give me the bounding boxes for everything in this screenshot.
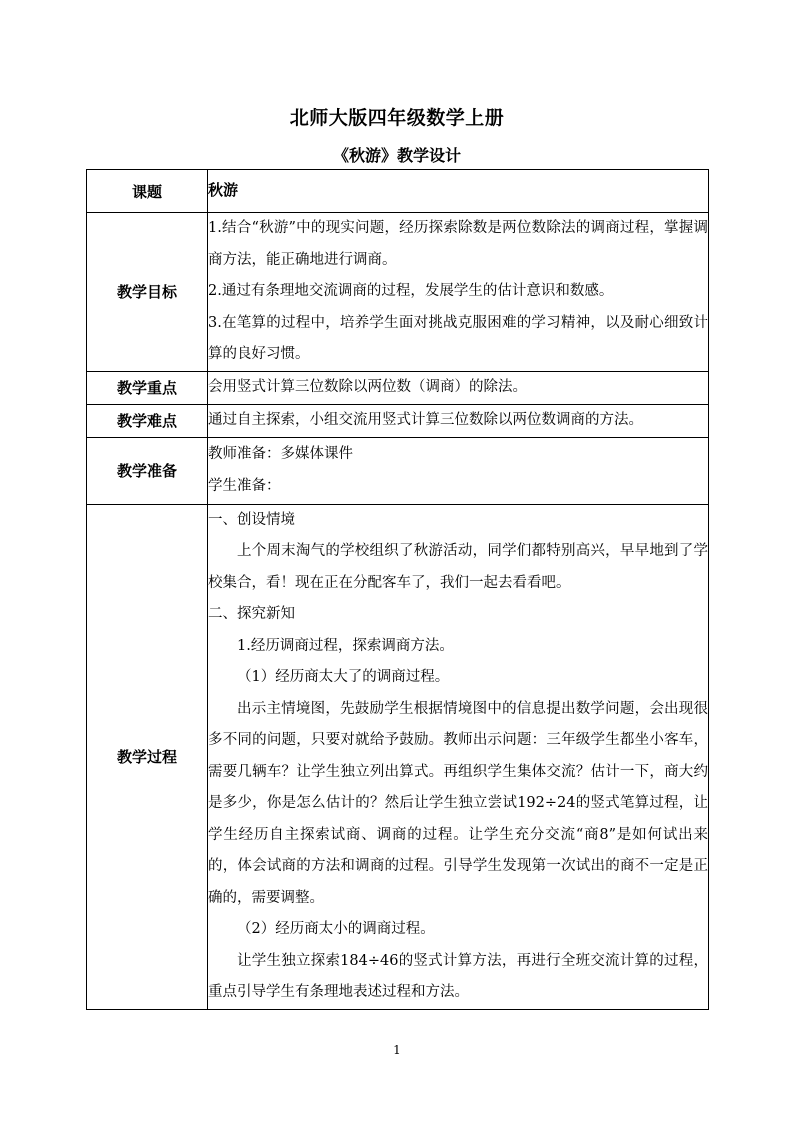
label-key-point: 教学重点 — [87, 371, 208, 404]
section-heading: 二、探究新知 — [208, 606, 295, 622]
process-subheading: 1.经历调商过程，探索调商方法。 — [237, 637, 454, 654]
page-number: 1 — [393, 1043, 401, 1057]
goal-item: 2.通过有条理地交流调商的过程，发展学生的估计意识和数感。 — [208, 283, 614, 299]
table-row-preparation — [87, 437, 709, 504]
value-process — [208, 504, 709, 1009]
table-row-key-point — [87, 371, 709, 404]
value-preparation — [208, 437, 709, 504]
lesson-plan-table — [86, 169, 709, 1010]
process-paragraph: 让学生独立探索184÷46的竖式计算方法，再进行全班交流计算的过程，重点引导学生有条理地表述过程和方法。 — [208, 952, 708, 1000]
label-topic: 课题 — [87, 170, 208, 213]
value-difficulty: 通过自主探索，小组交流用竖式计算三位数除以两位数调商的方法。 — [208, 404, 709, 437]
value-key-point: 会用竖式计算三位数除以两位数（调商）的除法。 — [208, 371, 709, 404]
section-heading: 一、创设情境 — [208, 511, 295, 528]
student-prep: 学生准备： — [208, 477, 281, 494]
table-row-topic — [87, 170, 709, 213]
label-process: 教学过程 — [87, 504, 208, 1009]
process-subheading: （1）经历商太大了的调商过程。 — [237, 669, 450, 685]
process-subheading: （2）经历商太小的调商过程。 — [237, 921, 435, 937]
process-paragraph: 出示主情境图，先鼓励学生根据情境图中的信息提出数学问题，会出现很多不同的问题，只要对就给予鼓励。教师出示问题：三年级学生都坐小客车，需要几辆车？让学生独立列出算式。再组织学生集体交流？估计一下，商大约是多少，你是怎么估计的？然后让学生独立尝试192÷24的竖式笔算过程，让学生经历自主探索试商、调商的过程。让学生充分交流“商8”是如何试出来的，体会试商的方法和调商的过程。引导学生发现第一次试出的商不一定是正确的，需要调整。 — [208, 700, 708, 906]
label-difficulty: 教学难点 — [87, 404, 208, 437]
document-subtitle: 《秋游》教学设计 — [332, 146, 461, 165]
process-paragraph: 上个周末淘气的学校组织了秋游活动，同学们都特别高兴，早早地到了学校集合，看！现在正在分配客车了，我们一起去看看吧。 — [208, 543, 708, 591]
table-row-goals — [87, 213, 709, 372]
value-goals — [208, 213, 709, 372]
table-row-process — [87, 504, 709, 1009]
teacher-prep: 教师准备：多媒体课件 — [208, 446, 353, 462]
document-title: 北师大版四年级数学上册 — [289, 107, 505, 129]
label-goals: 教学目标 — [87, 213, 208, 372]
topic-text: 秋游 — [208, 180, 239, 199]
table-row-difficulty — [87, 404, 709, 437]
goal-item: 1.结合“秋游”中的现实问题，经历探索除数是两位数除法的调商过程，掌握调商方法，能正确地进行调商。 — [208, 220, 708, 268]
goal-item: 3.在笔算的过程中，培养学生面对挑战克服困难的学习精神，以及耐心细致计算的良好习惯。 — [208, 314, 708, 362]
label-preparation: 教学准备 — [87, 437, 208, 504]
value-topic — [208, 170, 709, 213]
